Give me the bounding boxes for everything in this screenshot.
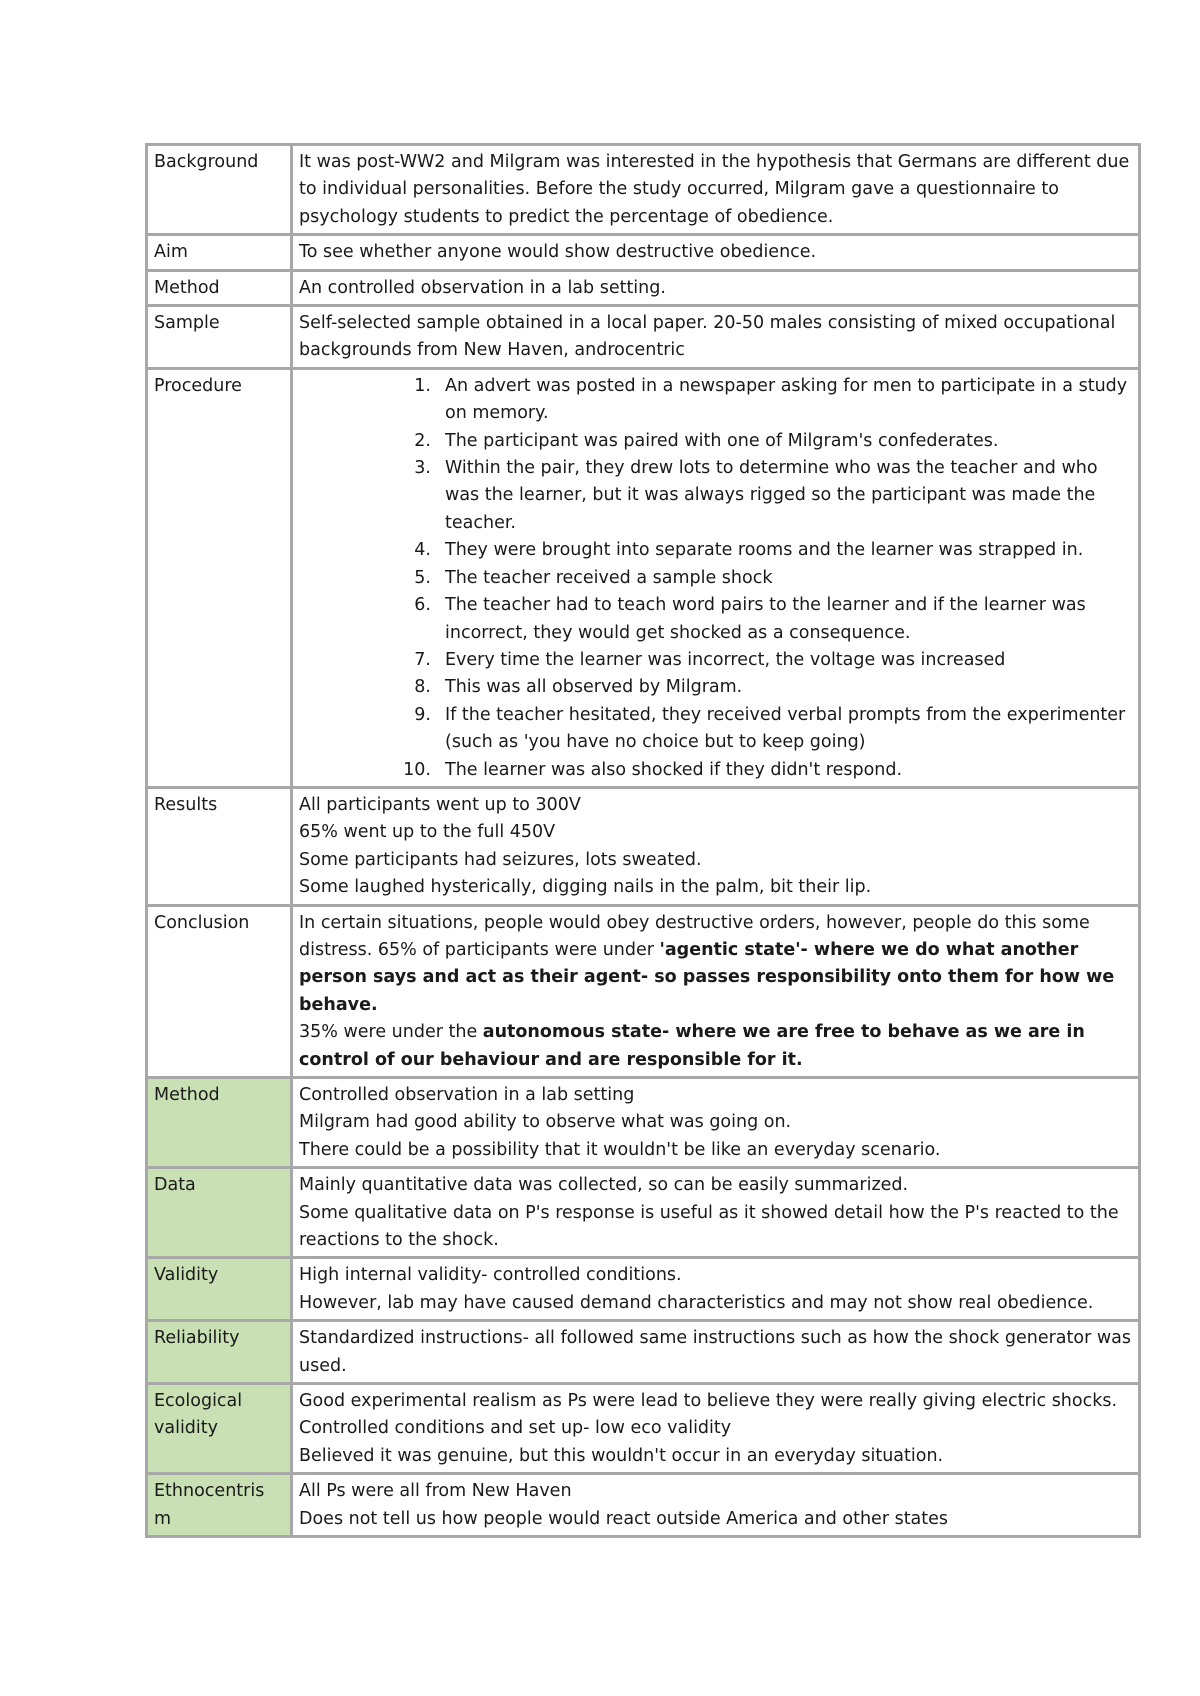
list-text: This was all observed by Milgram. bbox=[445, 677, 743, 698]
row-label: Validity bbox=[147, 1258, 292, 1321]
row-content: To see whether anyone would show destructive obedience. bbox=[292, 235, 1140, 270]
table-row-conclusion bbox=[147, 905, 1140, 1077]
row-content bbox=[292, 1384, 1140, 1474]
row-content bbox=[292, 368, 1140, 787]
table-row-data bbox=[147, 1168, 1140, 1258]
row-label: Aim bbox=[147, 235, 292, 270]
list-number: 4. bbox=[414, 540, 431, 561]
list-item bbox=[299, 702, 1133, 757]
row-label: Conclusion bbox=[147, 905, 292, 1077]
row-content bbox=[292, 1168, 1140, 1258]
list-text: The learner was also shocked if they didn't respond. bbox=[445, 759, 903, 780]
conclusion-text: 35% were under the bbox=[299, 1022, 483, 1043]
list-number: 6. bbox=[414, 595, 431, 616]
row-label: Method bbox=[147, 1078, 292, 1168]
text-line: Believed it was genuine, but this wouldn't occur in an everyday situation. bbox=[299, 1445, 944, 1466]
row-content bbox=[292, 787, 1140, 905]
list-text: They were brought into separate rooms and the learner was strapped in. bbox=[445, 540, 1084, 561]
text-line: However, lab may have caused demand characteristics and may not show real obedience. bbox=[299, 1292, 1094, 1313]
text-line: High internal validity- controlled conditions. bbox=[299, 1265, 682, 1286]
conclusion-paragraph-2 bbox=[299, 1019, 1133, 1074]
row-label: Sample bbox=[147, 306, 292, 369]
row-label: Results bbox=[147, 787, 292, 905]
label-line: validity bbox=[154, 1418, 218, 1439]
row-content: It was post-WW2 and Milgram was interested in the hypothesis that Germans are different due to individual personalities. Before the study occurred, Milgram gave a questionnaire to psychology students to predict the percentage of obedience. bbox=[292, 145, 1140, 235]
list-item bbox=[299, 757, 1133, 784]
list-number: 10. bbox=[403, 759, 431, 780]
list-text: If the teacher hesitated, they received verbal prompts from the experimenter (such as 'you have no choice but to keep going) bbox=[445, 704, 1126, 753]
table-row-ecological-validity bbox=[147, 1384, 1140, 1474]
text-line: 65% went up to the full 450V bbox=[299, 822, 556, 843]
list-number: 2. bbox=[414, 430, 431, 451]
list-number: 1. bbox=[414, 375, 431, 396]
row-content bbox=[292, 1258, 1140, 1321]
list-text: The teacher had to teach word pairs to the learner and if the learner was incorrect, they would get shocked as a consequence. bbox=[445, 595, 1086, 643]
table-row-background bbox=[147, 145, 1140, 235]
list-text: The participant was paired with one of Milgram's confederates. bbox=[445, 430, 999, 451]
row-label bbox=[147, 1384, 292, 1474]
list-item bbox=[299, 647, 1133, 674]
label-line: Ethnocentris bbox=[154, 1481, 265, 1502]
row-label: Reliability bbox=[147, 1321, 292, 1384]
list-text: An advert was posted in a newspaper asking for men to participate in a study on memory. bbox=[445, 375, 1128, 424]
text-line: All Ps were all from New Haven bbox=[299, 1481, 572, 1502]
row-label: Background bbox=[147, 145, 292, 235]
list-number: 3. bbox=[414, 458, 431, 479]
list-text: Within the pair, they drew lots to determine who was the teacher and who was the learner, but it was always rigged so the participant was made the teacher. bbox=[445, 458, 1098, 533]
text-line: Milgram had good ability to observe what was going on. bbox=[299, 1112, 792, 1133]
table-row-eval-method bbox=[147, 1078, 1140, 1168]
text-line: Some participants had seizures, lots sweated. bbox=[299, 849, 702, 870]
agentic-state-definition: 'agentic state'- where we do what another person says and act as their agent- so passes responsibility onto them for how we behave. bbox=[299, 939, 1115, 1015]
list-number: 7. bbox=[414, 649, 431, 670]
list-number: 8. bbox=[414, 677, 431, 698]
list-item bbox=[299, 592, 1133, 647]
row-label bbox=[147, 1474, 292, 1537]
row-label: Procedure bbox=[147, 368, 292, 787]
text-line: Some qualitative data on P's response is useful as it showed detail how the P's reacted to the reactions to the shock. bbox=[299, 1202, 1119, 1251]
row-label: Data bbox=[147, 1168, 292, 1258]
row-content bbox=[292, 1078, 1140, 1168]
text-line: Mainly quantitative data was collected, so can be easily summarized. bbox=[299, 1175, 909, 1196]
list-item bbox=[299, 373, 1133, 428]
list-number: 5. bbox=[414, 567, 431, 588]
text-line: Does not tell us how people would react outside America and other states bbox=[299, 1508, 949, 1529]
row-content: Self-selected sample obtained in a local paper. 20-50 males consisting of mixed occupational backgrounds from New Haven, androcentric bbox=[292, 306, 1140, 369]
text-line: Controlled observation in a lab setting bbox=[299, 1085, 635, 1105]
table-row-method bbox=[147, 270, 1140, 305]
text-line: Controlled conditions and set up- low eco validity bbox=[299, 1418, 732, 1439]
table-row-validity bbox=[147, 1258, 1140, 1321]
table-row-results bbox=[147, 787, 1140, 905]
list-item bbox=[299, 674, 1133, 701]
list-text: The teacher received a sample shock bbox=[445, 567, 773, 588]
text-line: Some laughed hysterically, digging nails in the palm, bit their lip. bbox=[299, 877, 872, 898]
text-line: All participants went up to 300V bbox=[299, 794, 581, 815]
list-text: Every time the learner was incorrect, the voltage was increased bbox=[445, 649, 1006, 670]
table-row-reliability bbox=[147, 1321, 1140, 1384]
text-line: There could be a possibility that it wouldn't be like an everyday scenario. bbox=[299, 1139, 941, 1160]
row-content: An controlled observation in a lab setting. bbox=[292, 270, 1140, 305]
list-item bbox=[299, 537, 1133, 564]
row-content bbox=[292, 1321, 1140, 1384]
list-item bbox=[299, 565, 1133, 592]
milgram-summary-table bbox=[145, 143, 1141, 1538]
procedure-list bbox=[299, 373, 1133, 784]
label-line: m bbox=[154, 1508, 172, 1529]
list-item bbox=[299, 455, 1133, 537]
conclusion-paragraph-1 bbox=[299, 910, 1133, 1020]
table-row-ethnocentrism bbox=[147, 1474, 1140, 1537]
table-row-procedure bbox=[147, 368, 1140, 787]
label-line: Ecological bbox=[154, 1391, 243, 1412]
row-label: Method bbox=[147, 270, 292, 305]
autonomous-state-definition: autonomous state- where we are free to behave as we are in control of our behaviour and are responsible for it. bbox=[299, 1022, 1085, 1070]
row-content bbox=[292, 1474, 1140, 1537]
row-content bbox=[292, 905, 1140, 1077]
text-line: Good experimental realism as Ps were lead to believe they were really giving electric shocks. bbox=[299, 1391, 1118, 1412]
list-item bbox=[299, 428, 1133, 455]
table-row-sample bbox=[147, 306, 1140, 369]
conclusion-text: In certain situations, people would obey destructive orders, however, people do this some distress. 65% of participants were under bbox=[299, 912, 1090, 960]
text-line: Standardized instructions- all followed same instructions such as how the shock generator was used. bbox=[299, 1328, 1131, 1376]
list-number: 9. bbox=[414, 704, 431, 725]
table-row-aim bbox=[147, 235, 1140, 270]
